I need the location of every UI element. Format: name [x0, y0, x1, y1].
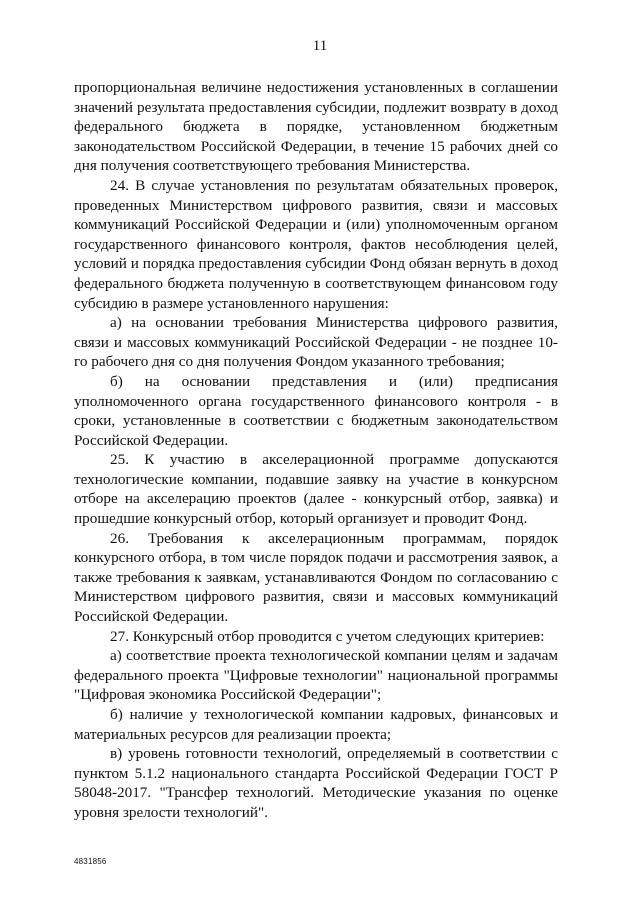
document-code: 4831856: [74, 857, 107, 866]
paragraph-item-25: 25. К участию в акселерационной программе допускаются технологические компании, подавшие заявку на участие в конкурсном отборе на акселерацию проектов (далее - конкурсный отбор, заявка) и прошедшие конкурсный отбор, который организует и проводит Фонд.: [74, 451, 558, 528]
paragraph-item-27-b: б) наличие у технологической компании кадровых, финансовых и материальных ресурсов для реализации проекта;: [74, 706, 558, 743]
paragraph-item-27: 27. Конкурсный отбор проводится с учетом следующих критериев:: [110, 627, 545, 645]
paragraph-item-27-c: в) уровень готовности технологий, определяемый в соответствии с пунктом 5.1.2 национального стандарта Российской Федерации ГОСТ Р 58048-2017. "Трансфер технологий. Методические указания по оценке уровня зрелости технологий".: [74, 745, 558, 821]
paragraph-item-24-b: б) на основании представления и (или) предписания уполномоченного органа государственного финансового контроля - в сроки, установленные в соответствии с бюджетным законодательством Российской Федерации.: [74, 372, 558, 449]
page-number: 11: [312, 38, 328, 54]
document-body: [74, 78, 558, 823]
paragraph-item-24: 24. В случае установления по результатам обязательных проверок, проведенных Министерством цифрового развития, связи и массовых коммуникаций Российской Федерации и (или) уполномоченным органом государственного финансового контроля, фактов несоблюдения целей, условий и порядка предоставления субсидии Фонд обязан вернуть в доход федерального бюджета полученную в соответствующем финансовом году субсидию в размере установленного нарушения:: [74, 176, 558, 312]
paragraph-continuation: пропорциональная величине недостижения установленных в соглашении значений результата предоставления субсидии, подлежит возврату в доход федерального бюджета в порядке, установленном бюджетным законодательством Российской Федерации, в течение 15 рабочих дней со дня получения соответствующего требования Министерства.: [74, 79, 558, 175]
paragraph-item-27-a: а) соответствие проекта технологической компании целям и задачам федерального проекта "Цифровые технологии" национальной программы "Цифровая экономика Российской Федерации";: [74, 647, 558, 704]
paragraph-item-26: 26. Требования к акселерационным программам, порядок конкурсного отбора, в том числе порядок подачи и рассмотрения заявок, а также требования к заявкам, устанавливаются Фондом по согласованию с Министерством цифрового развития, связи и массовых коммуникаций Российской Федерации.: [74, 529, 558, 626]
paragraph-item-24-a: а) на основании требования Министерства цифрового развития, связи и массовых коммуникаций Российской Федерации - не позднее 10-го рабочего дня со дня получения Фондом указанного требования;: [74, 314, 558, 371]
